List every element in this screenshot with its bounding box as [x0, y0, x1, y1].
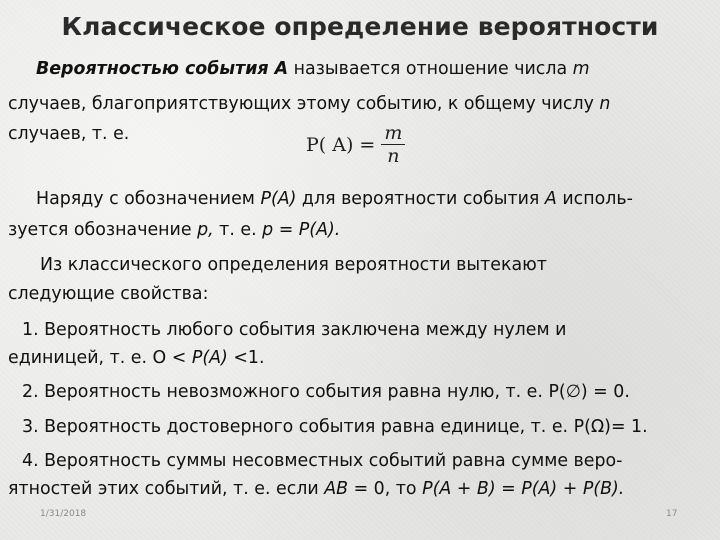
property-text: единицей, т. е. О <	[8, 348, 192, 368]
notation-line-2	[8, 219, 340, 241]
properties-intro-line-1: Из классического определения вероятности вытекают	[40, 255, 547, 275]
formula-denominator: n	[387, 145, 400, 167]
notation-text: для вероятности события	[296, 189, 545, 209]
property-4-line-1: 4. Вероятность суммы несовместных событий равна сумме веро-	[22, 451, 623, 471]
definition-text-2: случаев, благоприятствующих этому событию, к общему числу	[8, 94, 600, 114]
property-4-line-2	[8, 478, 624, 500]
notation-text: исполь-	[556, 189, 633, 209]
property-3: 3. Вероятность достоверного события равна единице, т. е. Р(Ω)= 1.	[22, 417, 648, 437]
property-ab: АВ	[324, 479, 349, 499]
footer-page-number: 17	[666, 509, 678, 519]
property-eq: Р(А + В) = Р(А) + Р(В).	[422, 479, 625, 499]
notation-eq: р = Р(А).	[262, 220, 341, 240]
formula-lhs: P( A) =	[306, 133, 376, 156]
definition-line-3: случаев, т. е.	[8, 124, 130, 144]
property-pa: Р(А)	[191, 348, 228, 368]
var-m: m	[572, 59, 590, 79]
probability-formula	[306, 122, 405, 167]
notation-pa: Р(А)	[260, 189, 297, 209]
property-text: ятностей этих событий, т. е. если	[8, 479, 325, 499]
notation-text: зуется обозначение	[8, 220, 198, 240]
footer-date: 1/31/2018	[40, 509, 87, 519]
formula-fraction	[381, 122, 405, 167]
definition-line-1	[36, 58, 590, 80]
notation-text: Наряду с обозначением	[36, 189, 261, 209]
property-2: 2. Вероятность невозможного события равна нулю, т. е. Р(∅) = 0.	[22, 382, 630, 402]
notation-a: А	[544, 189, 557, 209]
property-text: = 0, то	[348, 479, 423, 499]
property-1-line-1: 1. Вероятность любого события заключена между нулем и	[22, 320, 567, 340]
properties-intro-line-2: следующие свойства:	[8, 284, 209, 304]
definition-line-2	[8, 93, 610, 115]
property-1-line-2	[8, 347, 265, 369]
notation-text: т. е.	[213, 220, 263, 240]
notation-p: р,	[197, 220, 214, 240]
slide-title: Классическое определение вероятности	[61, 12, 659, 41]
definition-text: называется отношение числа	[288, 59, 573, 79]
notation-line-1	[36, 188, 633, 210]
property-text: <1.	[227, 348, 265, 368]
definition-term: Вероятностью события А	[36, 59, 289, 79]
formula-numerator: m	[381, 122, 405, 145]
var-n: n	[599, 94, 611, 114]
